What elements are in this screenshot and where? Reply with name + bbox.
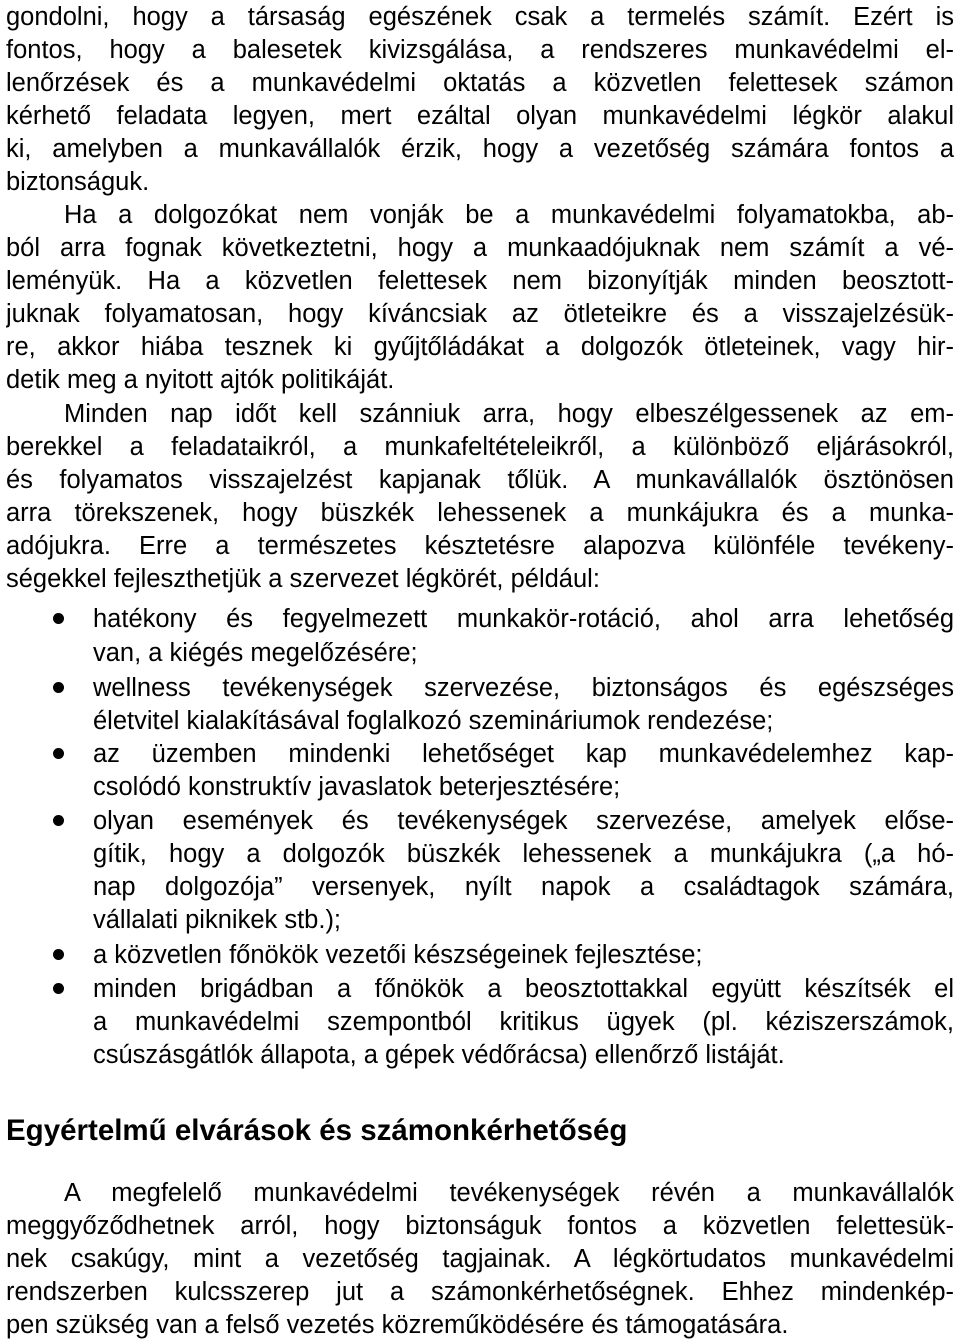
text-line: lenőrzések és a munkavédelmi oktatás a közvetlen felettesek számon — [6, 69, 954, 97]
bullet-icon — [53, 815, 64, 826]
bullet-icon — [53, 613, 64, 624]
text-line: életvitel kialakításával foglalkozó szemináriumok rendezése; — [93, 707, 774, 735]
text-line: fontos, hogy a balesetek kivizsgálása, a rendszeres munkavédelmi el- — [6, 36, 954, 64]
text-line: leményük. Ha a közvetlen felettesek nem bizonyítják minden beosztott- — [6, 267, 954, 295]
bullet-icon — [53, 748, 64, 759]
text-line: re, akkor hiába tesznek ki gyűjtőládákat a dolgozók ötleteinek, vagy hir- — [6, 333, 954, 361]
text-line: vállalati piknikek stb.); — [93, 906, 342, 934]
text-line: meggyőződhetnek arról, hogy biztonságuk fontos a közvetlen felettesük- — [6, 1212, 954, 1240]
text-line: wellness tevékenységek szervezése, biztonságos és egészséges — [93, 674, 954, 702]
text-line: A megfelelő munkavédelmi tevékenységek révén a munkavállalók — [64, 1179, 954, 1207]
bullet-icon — [53, 949, 64, 960]
bullet-icon — [53, 682, 64, 693]
text-line: nap dolgozója” versenyek, nyílt napok a családtagok számára, — [93, 873, 954, 901]
text-line: csúszásgátlók állapota, a gépek védőrácsa) ellenőrző listáját. — [93, 1041, 785, 1069]
text-line: nek csakúgy, mint a vezetőség tagjainak. A légkörtudatos munkavédelmi — [6, 1245, 954, 1273]
text-line: kérhető feladata legyen, mert ezáltal olyan munkavédelmi légkör alakul — [6, 102, 954, 130]
text-line: ségekkel fejleszthetjük a szervezet légkörét, például: — [6, 565, 600, 593]
text-line: a közvetlen főnökök vezetői készségeinek fejlesztése; — [93, 941, 703, 969]
text-line: arra törekszenek, hogy büszkék lehessenek a munkájukra és a munka- — [6, 499, 954, 527]
text-line: van, a kiégés megelőzésére; — [93, 639, 418, 667]
section-heading: Egyértelmű elvárások és számonkérhetőség — [6, 1114, 628, 1147]
text-line: az üzemben mindenki lehetőséget kap munkavédelemhez kap- — [93, 740, 954, 768]
text-line: ki, amelyben a munkavállalók érzik, hogy a vezetőség számára fontos a — [6, 135, 954, 163]
text-line: ból arra fognak következtetni, hogy a munkaadójuknak nem számít a vé- — [6, 234, 954, 262]
text-line: és folyamatos visszajelzést kapjanak tőlük. A munkavállalók ösztönösen — [6, 466, 954, 494]
text-line: olyan események és tevékenységek szervezése, amelyek elősе- — [93, 807, 954, 835]
text-line: csolódó konstruktív javaslatok beterjesztésére; — [93, 773, 621, 801]
text-line: Minden nap időt kell szánniuk arra, hogy elbeszélgessenek az em- — [64, 400, 954, 428]
text-line: a munkavédelmi szempontból kritikus ügyek (pl. kéziszerszámok, — [93, 1008, 954, 1036]
text-line: hatékony és fegyelmezett munkakör-rotáció, ahol arra lehetőség — [93, 605, 954, 633]
text-line: minden brigádban a főnökök a beosztottakkal együtt készítsék el — [93, 975, 954, 1003]
text-line: pen szükség van a felső vezetés közreműködésére és támogatására. — [6, 1311, 789, 1339]
text-line: gondolni, hogy a társaság egészének csak a termelés számít. Ezért is — [6, 3, 954, 31]
text-line: berekkel a feladataikról, a munkafeltételeikről, a különböző eljárásokról, — [6, 433, 954, 461]
text-line: Ha a dolgozókat nem vonják be a munkavédelmi folyamatokba, ab- — [64, 201, 954, 229]
text-line: rendszerben kulcsszerep jut a számonkérhetőségnek. Ehhez mindenkép- — [6, 1278, 954, 1306]
text-line: juknak folyamatosan, hogy kíváncsiak az ötleteikre és a visszajelzésük- — [6, 300, 954, 328]
text-line: biztonságuk. — [6, 168, 150, 196]
text-line: adójukra. Erre a természetes késztetésre alapozva különféle tevékeny- — [6, 532, 954, 560]
bullet-icon — [53, 983, 64, 994]
text-line: gítik, hogy a dolgozók büszkék lehessenek a munkájukra („a hó- — [93, 840, 954, 868]
text-line: detik meg a nyitott ajtók politikáját. — [6, 366, 395, 394]
